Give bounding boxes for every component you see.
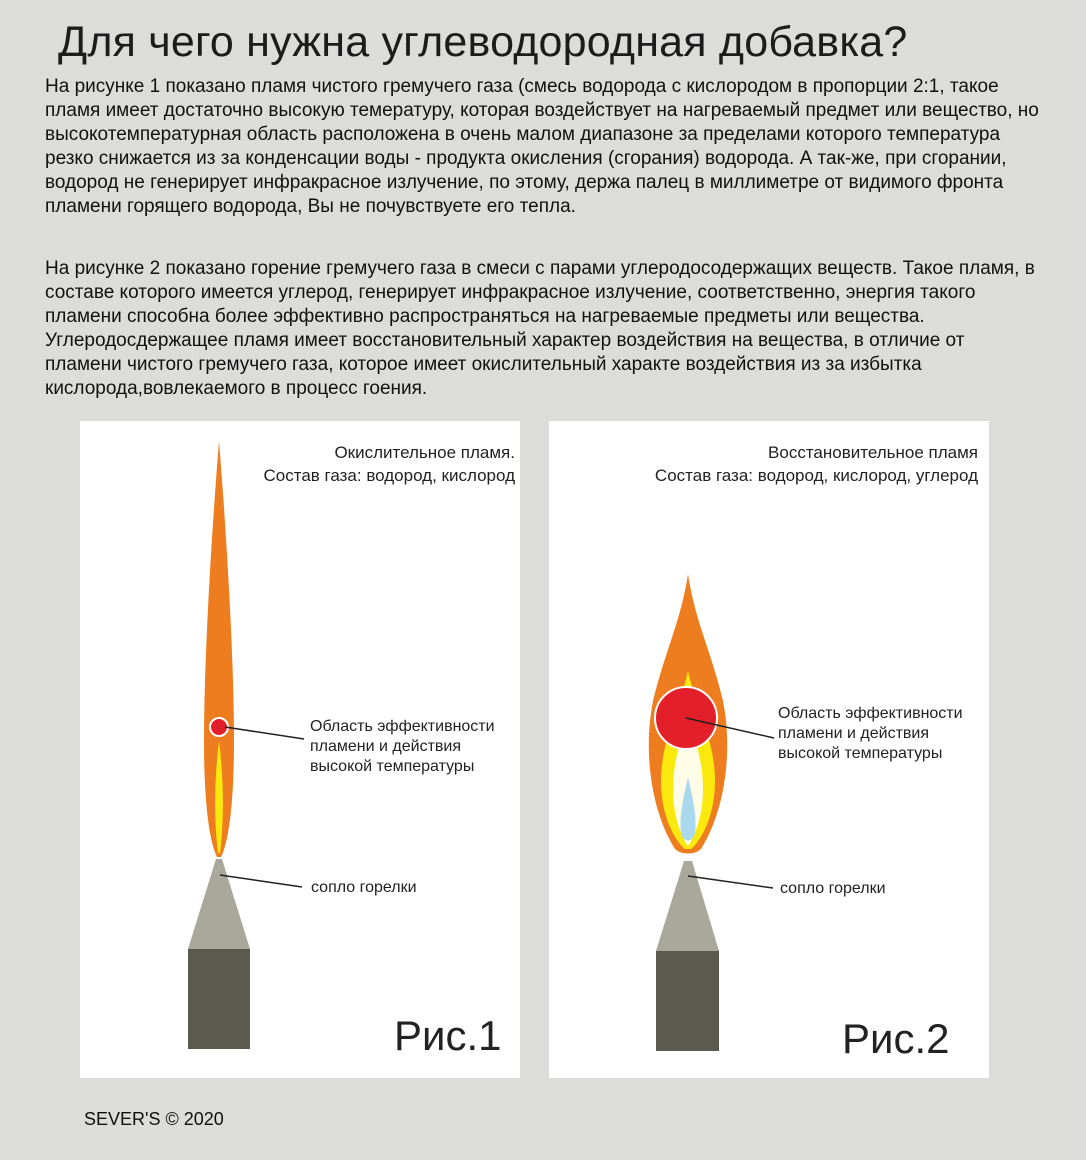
- figure-2-caption-line1: Восстановительное пламя: [768, 443, 978, 462]
- figure-2-caption-line2: Состав газа: водород, кислород, углерод: [654, 466, 978, 485]
- figure-1-nozzle-label: сопло горелки: [311, 879, 417, 896]
- figure-2-zone-label-line1: Область эффективности: [778, 705, 963, 722]
- figure-1-zone-label-line3: высокой температуры: [310, 758, 475, 775]
- intro-paragraph-2: На рисунке 2 показано горение гремучего газа в смеси с парами углеродосодержащих веществ. Такое пламя, в составе которого имеется углерод, генерирует инфракрасное излучение, соответственно, энергия такого пламени способна более эффективно распространяться на нагреваемые предметы или вещества. Углеродосдержащее пламя имеет восстановительный характер воздействия на вещества, в отличие от пламени чистого гремучего газа, которое имеет окислительный характе воздействия из за избытка кислорода,вовлекаемого в процесс гоения.: [45, 258, 1035, 399]
- figure-2-nozzle-label: сопло горелки: [780, 880, 886, 897]
- figure-1-zone-label-line2: пламени и действия: [310, 738, 461, 755]
- nozzle-cone: [188, 859, 250, 949]
- figure-1-zone-label-line1: Область эффективности: [310, 718, 495, 735]
- zone-pointer-line: [225, 727, 304, 739]
- nozzle-pointer-line: [688, 876, 773, 888]
- figure-1-label: Рис.1: [394, 1012, 502, 1059]
- figure-2-label: Рис.2: [842, 1015, 950, 1062]
- intro-paragraph-1: На рисунке 1 показано пламя чистого гремучего газа (смесь водорода с кислородом в пропорции 2:1, такое пламя имеет достаточно высокую темературу, которая воздействует на нагреваемый предмет или вещество, но высокотемпературная область расположена в очень малом диапазоне за пределами которого температура резко снижается из за конденсации воды - продукта окисления (сгорания) водорода. А так-же, при сгорании, водород не генерирует инфракрасное излучение, по этому, держа палец в миллиметре от видимого фронта пламени горящего водорода, Вы не почувствуете его тепла.: [45, 76, 1039, 217]
- burner-body: [656, 951, 719, 1051]
- figure-2-zone-label-line3: высокой температуры: [778, 745, 943, 762]
- figure-2-panel: [549, 421, 989, 1078]
- nozzle-cone: [656, 861, 719, 951]
- burner-body: [188, 949, 250, 1049]
- figure-1-panel: [80, 421, 520, 1078]
- copyright-footer: SEVER'S © 2020: [84, 1109, 224, 1129]
- page-title: Для чего нужна углеводородная добавка?: [58, 18, 908, 66]
- nozzle-pointer-line: [220, 875, 302, 887]
- figure-2-zone-label-line2: пламени и действия: [778, 725, 929, 742]
- figure-1-caption-line2: Состав газа: водород, кислород: [263, 466, 515, 485]
- figure-1-caption-line1: Окислительное пламя.: [334, 443, 515, 462]
